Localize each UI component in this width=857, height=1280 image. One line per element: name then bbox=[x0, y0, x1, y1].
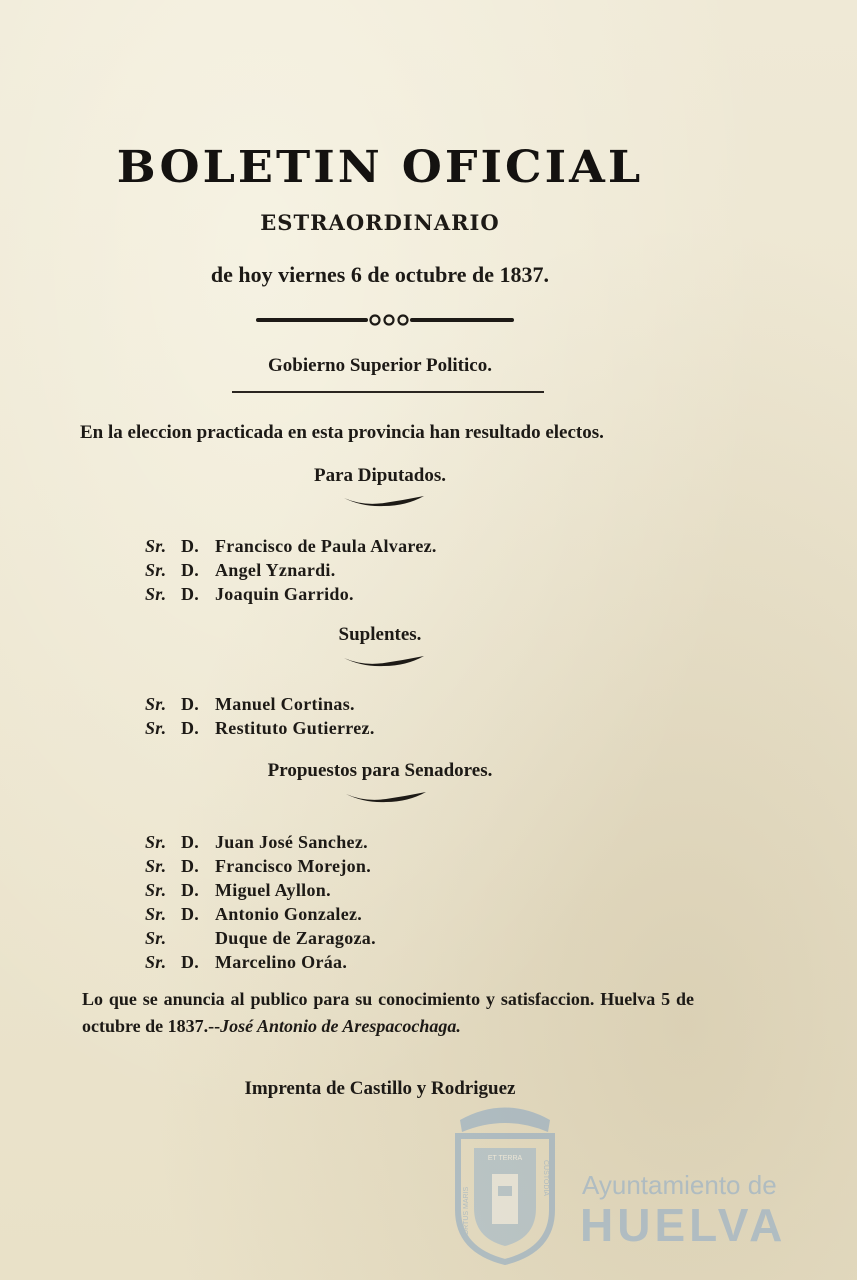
closing-paragraph: Lo que se anuncia al publico para su conocimiento y satisfaccion. Huelva 5 de octubre de 1837.--José Antonio de Arespacochaga. bbox=[82, 989, 694, 1036]
document-subtitle: ESTRAORDINARIO bbox=[260, 210, 500, 235]
document-title: BOLETIN OFICIAL bbox=[116, 141, 644, 193]
intro-paragraph: En la eleccion practicada en esta provincia han resultado electos. bbox=[80, 422, 604, 443]
list-item: Sr. D. Miguel Ayllon. bbox=[145, 880, 331, 900]
watermark-line1: Ayuntamiento de bbox=[582, 1170, 777, 1200]
crest-banner: ET TERRA bbox=[487, 1155, 523, 1162]
section-divider bbox=[232, 391, 544, 393]
list-item: Sr. D. Joaquin Garrido. bbox=[145, 584, 354, 604]
list-item: Sr. D. Manuel Cortinas. bbox=[145, 694, 355, 714]
list-item: Sr. D. Marcelino Oráa. bbox=[145, 952, 348, 972]
list-item: Sr. D. Francisco Morejon. bbox=[145, 856, 372, 876]
ornament-icon bbox=[366, 311, 412, 329]
swash-divider-1 bbox=[342, 494, 426, 508]
coat-of-arms-icon bbox=[440, 1090, 570, 1265]
list-item: Sr. D. Angel Yznardi. bbox=[145, 560, 336, 580]
crest-left-text: PORTUS MARIS bbox=[463, 1186, 470, 1240]
crest-right-text: CUSTODIA bbox=[542, 1160, 549, 1197]
swash-divider-3 bbox=[344, 790, 428, 804]
swash-divider-2 bbox=[342, 654, 426, 668]
section-heading: Gobierno Superior Politico. bbox=[268, 355, 492, 376]
signature: José Antonio de Arespacochaga. bbox=[220, 1016, 461, 1036]
diputados-heading: Para Diputados. bbox=[314, 465, 446, 486]
list-item: Sr. Duque de Zaragoza. bbox=[145, 928, 376, 948]
printer-imprint: Imprenta de Castillo y Rodriguez bbox=[244, 1078, 516, 1099]
list-item: Sr. D. Restituto Gutierrez. bbox=[145, 718, 375, 738]
senadores-heading: Propuestos para Senadores. bbox=[267, 760, 493, 781]
list-item: Sr. D. Francisco de Paula Alvarez. bbox=[145, 536, 437, 556]
suplentes-heading: Suplentes. bbox=[338, 624, 422, 645]
dateline: de hoy viernes 6 de octubre de 1837. bbox=[210, 262, 550, 287]
list-item: Sr. D. Antonio Gonzalez. bbox=[145, 904, 363, 924]
list-item: Sr. D. Juan José Sanchez. bbox=[145, 832, 368, 852]
watermark-line2: HUELVA bbox=[580, 1199, 787, 1251]
